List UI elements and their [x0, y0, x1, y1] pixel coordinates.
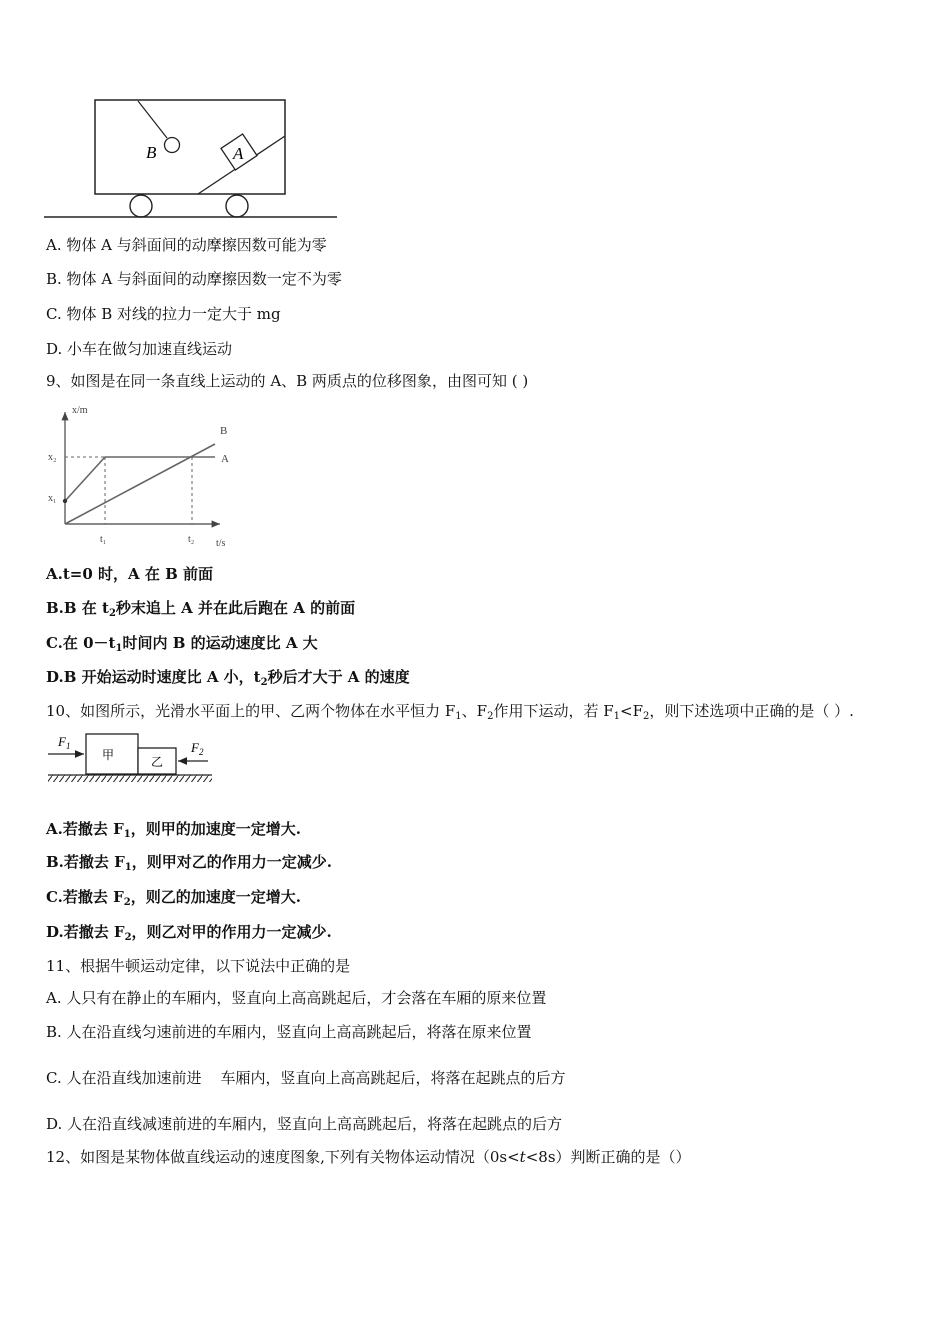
- q9-option-c: C.在 $0-t_1$时间内 B 的运动速度比 A 大: [46, 634, 318, 654]
- label-a: A: [233, 144, 244, 163]
- q11-option-c: C. 人在沿直线加速前进 车厢内，竖直向上高高跳起后，将落在起跳点的后方: [46, 1069, 566, 1087]
- q8-option-a: A. 物体 A 与斜面间的动摩擦因数可能为零: [46, 236, 327, 254]
- q8-option-c: C. 物体 B 对线的拉力一定大于 mg: [46, 305, 281, 323]
- wheel-left: [130, 195, 152, 217]
- q10-option-d: D.若撤去 $F_2$，则乙对甲的作用力一定减少.: [46, 923, 332, 943]
- line-b-label: B: [220, 425, 228, 437]
- q10-option-a: A.若撤去 $F_1$，则甲的加速度一定增大.: [46, 820, 301, 840]
- q11-option-d: D. 人在沿直线减速前进的车厢内，竖直向上高高跳起后，将落在起跳点的后方: [46, 1115, 563, 1133]
- q10-option-c: C.若撤去 $F_2$，则乙的加速度一定增大.: [46, 888, 301, 908]
- pendulum-ball-b: [165, 138, 180, 153]
- block-jia-label: 甲: [102, 748, 115, 762]
- x-axis-label: t/s: [216, 538, 226, 549]
- y-axis-label: x/m: [72, 405, 88, 416]
- t1-tick: t₁: [100, 534, 107, 545]
- q9-option-b: B.B 在 $t_2$秒末追上 A 并在此后跑在 A 的前面: [46, 599, 356, 619]
- floor-hatch: [48, 775, 212, 782]
- displacement-graph: [40, 398, 240, 550]
- force-f2-label: $F_2$: [191, 740, 204, 757]
- wheel-right: [226, 195, 248, 217]
- cart-body: [95, 100, 285, 194]
- block-yi-label: 乙: [151, 755, 164, 769]
- start-point-a: [63, 499, 67, 503]
- line-a-label: A: [221, 453, 229, 465]
- force-blocks-figure: [40, 728, 220, 786]
- q8-option-d: D. 小车在做匀加速直线运动: [46, 340, 233, 358]
- label-b: B: [146, 143, 157, 162]
- q11-stem: 11、根据牛顿运动定律，以下说法中正确的是: [46, 957, 351, 975]
- q10-stem: 10、如图所示，光滑水平面上的甲、乙两个物体在水平恒力 $F_1$、$F_2$作用下运动，若 $F_1<F_2$，则下述选项中正确的是（ ）.: [46, 702, 854, 722]
- q9-option-d: D.B 开始运动时速度比 A 小，$t_2$秒后才大于 A 的速度: [46, 668, 410, 688]
- q11-option-b: B. 人在沿直线匀速前进的车厢内，竖直向上高高跳起后，将落在原来位置: [46, 1023, 532, 1041]
- q9-option-a: A.t=0 时，A 在 B 前面: [46, 565, 214, 583]
- pendulum-string: [138, 101, 167, 138]
- q9-stem: 9、如图是在同一条直线上运动的 A、B 两质点的位移图象，由图可知 ( ): [46, 372, 529, 390]
- q12-stem: 12、如图是某物体做直线运动的速度图象,下列有关物体运动情况（0s<t<8s）判断正确的是（）: [46, 1148, 691, 1166]
- cart-figure: [40, 92, 350, 224]
- t2-tick: t₂: [188, 534, 195, 545]
- x1-tick: x₁: [48, 493, 57, 504]
- x2-tick: x₂: [48, 452, 57, 463]
- q8-option-b: B. 物体 A 与斜面间的动摩擦因数一定不为零: [46, 270, 342, 288]
- force-f1-label: $F_1$: [58, 734, 71, 751]
- q10-option-b: B.若撤去 $F_1$，则甲对乙的作用力一定减少.: [46, 853, 332, 873]
- q11-option-a: A. 人只有在静止的车厢内，竖直向上高高跳起后，才会落在车厢的原来位置: [46, 989, 547, 1007]
